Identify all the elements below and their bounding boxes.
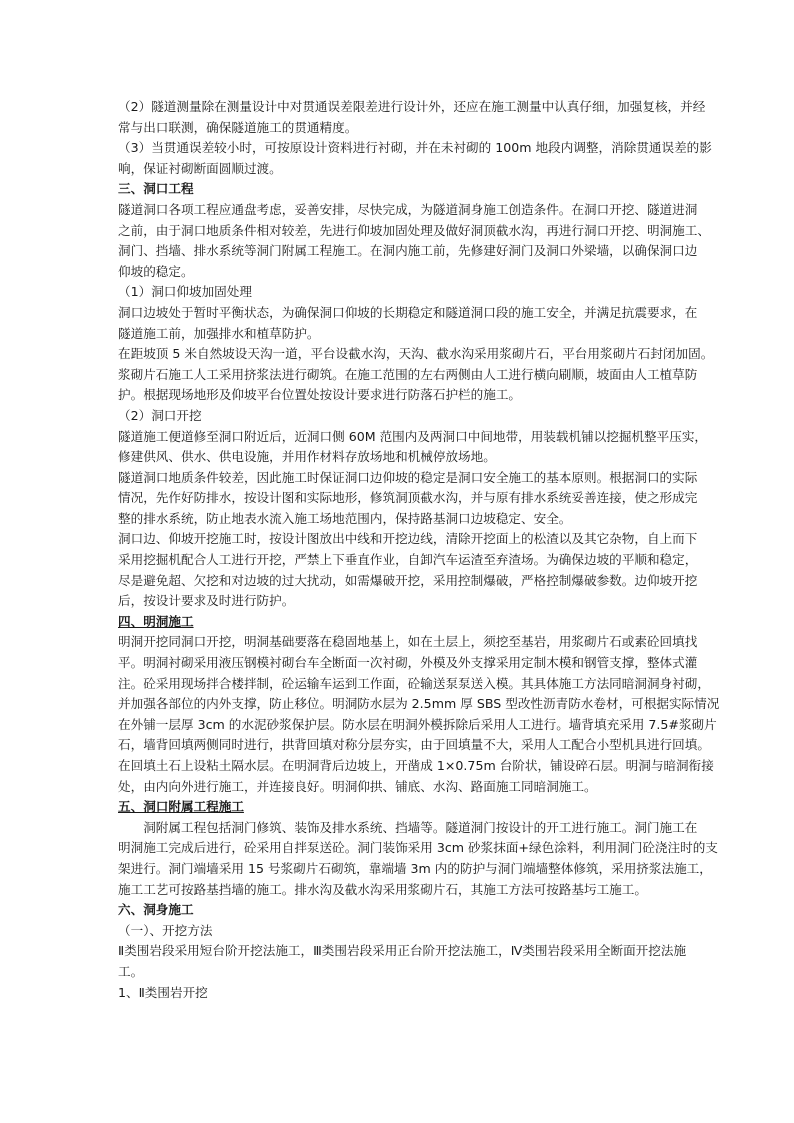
- text-line: 整的排水系统，防止地表水流入施工场地范围内，保持路基洞口边坡稳定、安全。: [118, 510, 572, 526]
- section-heading-text: 四、明洞施工: [118, 613, 194, 629]
- text-line: 平。明洞衬砌采用液压钢模衬砌台车全断面一次衬砌，外模及外支撑采用定制木模和钢管支撑，整体式灌: [118, 655, 698, 671]
- text-line: 隧道施工便道修至洞口附近后，近洞口侧 60M 范围内及两洞口中间地带，用装载机铺以挖掘机整平压实，: [118, 428, 708, 444]
- text-line: 洞口边、仰坡开挖施工时，按设计图放出中线和开挖边线，清除开挖面上的松渣以及其它杂物，自上而下: [118, 531, 698, 547]
- text-line: 之前，由于洞口地质条件相对较差，先进行仰坡加固处理及做好洞顶截水沟，再进行洞口开挖、明洞施工、: [118, 222, 710, 238]
- text-line: 在回填土石上设粘土隔水层。在明洞背后边坡上，开凿成 1×0.75m 台阶状，铺设碎石层。明洞与暗洞衔接: [118, 758, 714, 773]
- text-line: 工。: [118, 963, 144, 979]
- section-heading: [118, 797, 693, 818]
- text-line: （1）洞口仰坡加固处理: [118, 284, 252, 300]
- text-line: 明洞开挖同洞口开挖，明洞基础要落在稳固地基上，如在土层上，须挖至基岩，用浆砌片石或素砼回填找: [118, 634, 698, 650]
- text-line: 架进行。洞门端墙采用 15 号浆砌片石砌筑，靠端墙 3m 内的防护与洞门端墙整体修筑，采用挤浆法施工，: [118, 860, 712, 876]
- text-line: 浆砌片石施工人工采用挤浆法进行砌筑。在施工范围的左右两侧由人工进行横向刷顺，坡面由人工植草防: [118, 366, 698, 382]
- text-line: 明洞施工完成后进行，砼采用自拌泵送砼。洞门装饰采用 3cm 砂浆抹面+绿色涂料，利用洞门砼浇注时的支: [118, 840, 718, 856]
- text-line: 施工工艺可按路基挡墙的施工。排水沟及截水沟采用浆砌片石，其施工方法可按路基圬工施工。: [118, 881, 647, 897]
- text-line: （一）、开挖方法: [118, 922, 213, 938]
- text-line: 仰坡的稳定。: [118, 263, 194, 279]
- text-line: 注。砼采用现场拌合楼拌制，砼运输车运到工作面，砼输送泵泵送入模。其具体施工方法同暗洞洞身衬砌，: [118, 675, 710, 691]
- text-line: 护。根据现场地形及仰坡平台位置处按设计要求进行防落石护栏的施工。: [118, 387, 521, 403]
- text-line: 情况，先作好防排水，按设计图和实际地形，修筑洞顶截水沟，并与原有排水系统妥善连接，使之形成完: [118, 490, 698, 506]
- text-line: 并加强各部位的内外支撑，防止移位。明洞防水层为 2.5mm 厚 SBS 型改性沥青防水卷材，可根据实际情况: [118, 696, 720, 712]
- text-line: （2）隧道测量除在测量设计中对贯通误差限差进行设计外，还应在施工测量中认真仔细，加强复核，并经: [118, 99, 706, 114]
- section-heading-text: 五、洞口附属工程施工: [118, 799, 244, 815]
- text-line: （2）洞口开挖: [118, 407, 202, 423]
- text-line: 常与出口联测，确保隧道施工的贯通精度。: [118, 119, 358, 135]
- section-heading: [118, 612, 693, 633]
- text-line: 后，按设计要求及时进行防护。: [118, 593, 295, 609]
- text-line: 修建供风、供水、供电设施，并用作材料存放场地和机械停放场地。: [118, 449, 496, 465]
- text-line: 在外铺一层厚 3cm 的水泥砂浆保护层。防水层在明洞外模拆除后采用人工进行。墙背填充采用 7.5#浆砌片: [118, 716, 717, 732]
- text-line: 隧道施工前，加强排水和植草防护。: [118, 325, 320, 341]
- section-heading: 六、洞身施工: [118, 902, 194, 918]
- text-line: 处，由内向外进行施工，并连接良好。明洞仰拱、铺底、水沟、路面施工同暗洞施工。: [118, 778, 597, 794]
- text-line: 洞口边坡处于暂时平衡状态，为确保洞口仰坡的长期稳定和隧道洞口段的施工安全，并满足抗震要求，在: [118, 304, 698, 320]
- text-line: 采用挖掘机配合人工进行开挖，严禁上下垂直作业，自卸汽车运渣至弃渣场。为确保边坡的平顺和稳定，: [118, 552, 698, 568]
- text-line: 洞门、挡墙、排水系统等洞门附属工程施工。在洞内施工前，先修建好洞门及洞口外梁墙，以确保洞口边: [118, 243, 698, 259]
- text-line: 洞附属工程包括洞门修筑、装饰及排水系统、挡墙等。隧道洞门按设计的开工进行施工。洞门施工在: [143, 819, 698, 835]
- section-heading: 三、洞口工程: [118, 181, 194, 197]
- text-line: 石，墙背回填两侧同时进行，拱背回填对称分层夯实，由于回填量不大，采用人工配合小型机具进行回填。: [118, 737, 710, 753]
- text-line: 在距坡顶 5 米自然坡设天沟一道，平台设截水沟，天沟、截水沟采用浆砌片石，平台用浆砌片石封闭加固。: [118, 346, 714, 362]
- document-body: [118, 97, 720, 1003]
- text-line: 尽是避免超、欠挖和对边坡的过大扰动，如需爆破开挖，采用控制爆破，严格控制爆破参数。边仰坡开挖: [118, 572, 698, 588]
- text-line: 响，保证衬砌断面圆顺过渡。: [118, 160, 282, 176]
- text-line: 隧道洞口各项工程应通盘考虑，妥善安排，尽快完成，为隧道洞身施工创造条件。在洞口开挖、隧道进洞: [118, 201, 698, 217]
- text-line: 隧道洞口地质条件较差，因此施工时保证洞口边仰坡的稳定是洞口安全施工的基本原则。根据洞口的实际: [118, 469, 698, 485]
- text-line: 1、Ⅱ类围岩开挖: [118, 984, 208, 1000]
- text-line: （3）当贯通误差较小时，可按原设计资料进行衬砌，并在未衬砌的 100m 地段内调整，消除贯通误差的影: [118, 140, 712, 156]
- text-line: Ⅱ类围岩段采用短台阶开挖法施工，Ⅲ类围岩段采用正台阶开挖法施工，Ⅳ类围岩段采用全断面开挖法施: [118, 943, 687, 959]
